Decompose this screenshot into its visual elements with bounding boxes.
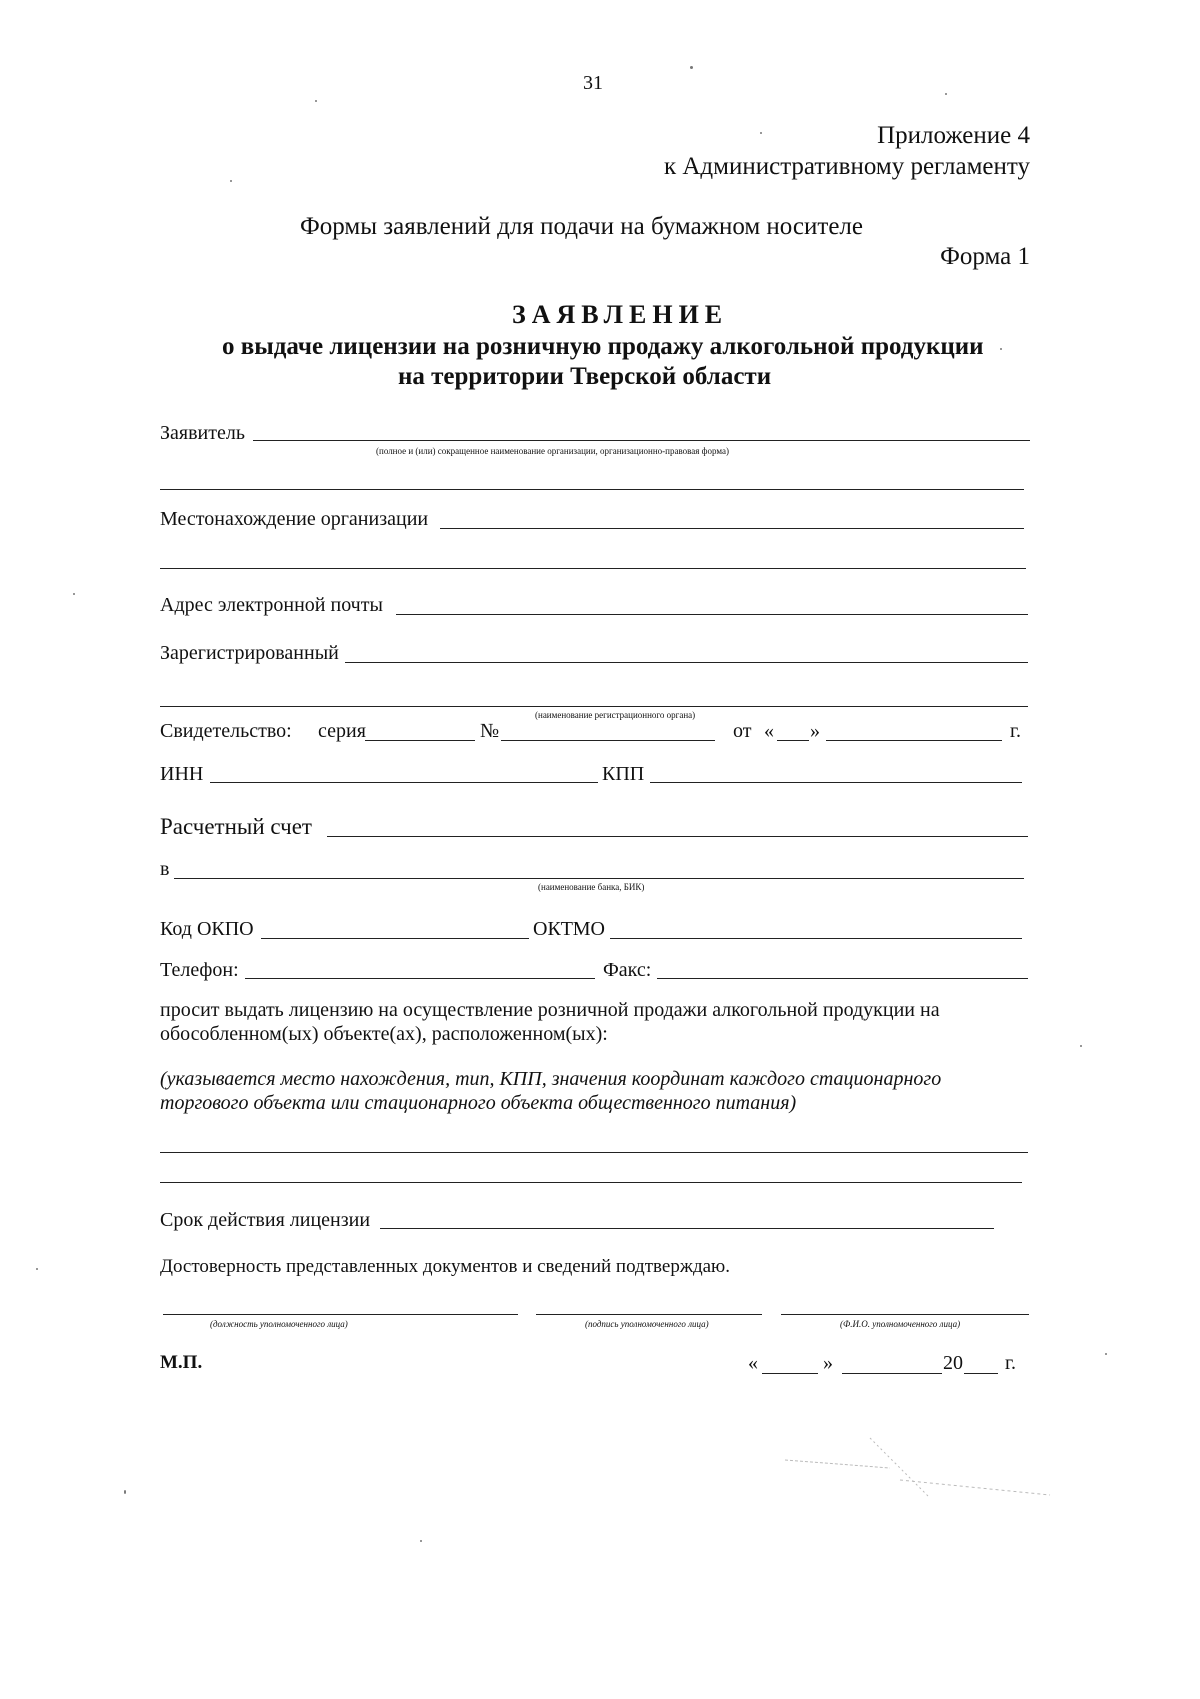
bank-caption: (наименование банка, БИК): [538, 882, 645, 892]
phone-label: Телефон:: [160, 959, 239, 981]
inn-field[interactable]: [210, 782, 598, 783]
certificate-day-close: »: [810, 720, 820, 742]
scan-marks: [780, 1430, 1080, 1510]
scan-speck: [73, 593, 75, 595]
validity-field[interactable]: [380, 1228, 994, 1229]
phone-field[interactable]: [245, 978, 595, 979]
object-field-1[interactable]: [160, 1152, 1028, 1153]
footer-year-field[interactable]: [964, 1373, 998, 1374]
request-italic-line-1: (указывается место нахождения, тип, КПП, значения координат каждого стационарного: [160, 1068, 942, 1090]
certificate-day-open: «: [764, 720, 774, 742]
registered-field[interactable]: [345, 662, 1028, 663]
applicant-field[interactable]: [253, 440, 1030, 441]
scan-speck: [690, 66, 693, 69]
certificate-from-label: от: [733, 720, 752, 742]
okpo-label: Код ОКПО: [160, 918, 254, 940]
okpo-field[interactable]: [261, 938, 529, 939]
inn-label: ИНН: [160, 763, 204, 785]
scan-speck: [36, 1268, 38, 1270]
certificate-month-field[interactable]: [826, 740, 1002, 741]
applicant-caption: (полное и (или) сокращенное наименование организации, организационно-правовая форма): [376, 446, 729, 456]
scan-speck: [1000, 348, 1002, 350]
certificate-day-field[interactable]: [777, 740, 809, 741]
registered-field-extra[interactable]: [160, 706, 1028, 707]
validity-label: Срок действия лицензии: [160, 1209, 371, 1231]
kpp-label: КПП: [602, 763, 645, 785]
scan-speck: [230, 180, 232, 182]
footer-year-prefix: 20: [943, 1352, 963, 1374]
document-subtitle-line-2: на территории Тверской области: [398, 363, 772, 390]
certificate-number-field[interactable]: [501, 740, 715, 741]
account-label: Расчетный счет: [160, 814, 312, 839]
location-label: Местонахождение организации: [160, 508, 429, 530]
appendix-line-2: к Административному регламенту: [663, 153, 1030, 180]
footer-date-close: »: [823, 1352, 833, 1374]
footer-date-open: «: [748, 1352, 758, 1374]
location-field-extra[interactable]: [160, 568, 1026, 569]
footer-year-suffix: г.: [1005, 1352, 1016, 1374]
footer-day-field[interactable]: [762, 1373, 818, 1374]
forms-heading: Формы заявлений для подачи на бумажном носителе: [300, 213, 863, 240]
document-subtitle-line-1: о выдаче лицензии на розничную продажу алкогольной продукции: [222, 333, 984, 360]
bank-in-label: в: [160, 858, 170, 880]
signature-caption: (подпись уполномоченного лица): [585, 1319, 709, 1329]
registered-label: Зарегистрированный: [160, 642, 339, 664]
scan-speck: [124, 1490, 126, 1494]
signature-field[interactable]: [536, 1314, 762, 1315]
applicant-label: Заявитель: [160, 422, 245, 444]
location-field[interactable]: [440, 528, 1024, 529]
footer-month-field[interactable]: [842, 1373, 942, 1374]
fax-label: Факс:: [603, 959, 652, 981]
scan-speck: [315, 100, 317, 102]
scan-speck: [760, 132, 762, 134]
stamp-label: М.П.: [160, 1352, 203, 1373]
request-line-1: просит выдать лицензию на осуществление розничной продажи алкогольной продукции на: [160, 999, 940, 1021]
object-field-2[interactable]: [160, 1182, 1022, 1183]
document-title: ЗАЯВЛЕНИЕ: [512, 300, 729, 329]
email-field[interactable]: [396, 614, 1028, 615]
page-number: 31: [583, 72, 603, 94]
registered-caption: (наименование регистрационного органа): [535, 710, 696, 720]
account-field[interactable]: [327, 836, 1028, 837]
scan-speck: [1105, 1353, 1107, 1355]
scan-speck: [945, 93, 947, 95]
certificate-series-field[interactable]: [365, 740, 475, 741]
certificate-series-label: серия: [318, 720, 366, 742]
position-field[interactable]: [163, 1314, 518, 1315]
certificate-label: Свидетельство:: [160, 720, 292, 742]
scan-speck: [1080, 1045, 1082, 1047]
confirmation-text: Достоверность представленных документов и сведений подтверждаю.: [160, 1256, 730, 1277]
applicant-field-extra[interactable]: [160, 489, 1024, 490]
appendix-line-1: Приложение 4: [877, 122, 1030, 149]
request-italic-line-2: торгового объекта или стационарного объекта общественного питания): [160, 1092, 797, 1114]
kpp-field[interactable]: [650, 782, 1022, 783]
oktmo-field[interactable]: [610, 938, 1022, 939]
request-line-2: обособленном(ых) объекте(ах), расположенном(ых):: [160, 1023, 608, 1045]
certificate-year-suffix: г.: [1010, 720, 1021, 742]
fax-field[interactable]: [657, 978, 1028, 979]
name-caption: (Ф.И.О. уполномоченного лица): [840, 1319, 961, 1329]
email-label: Адрес электронной почты: [160, 594, 383, 616]
name-field[interactable]: [781, 1314, 1029, 1315]
oktmo-label: ОКТМО: [533, 918, 605, 940]
certificate-number-label: №: [480, 720, 500, 742]
scan-speck: [420, 1540, 422, 1542]
bank-field[interactable]: [174, 878, 1024, 879]
form-label: Форма 1: [940, 243, 1030, 270]
position-caption: (должность уполномоченного лица): [210, 1319, 348, 1329]
